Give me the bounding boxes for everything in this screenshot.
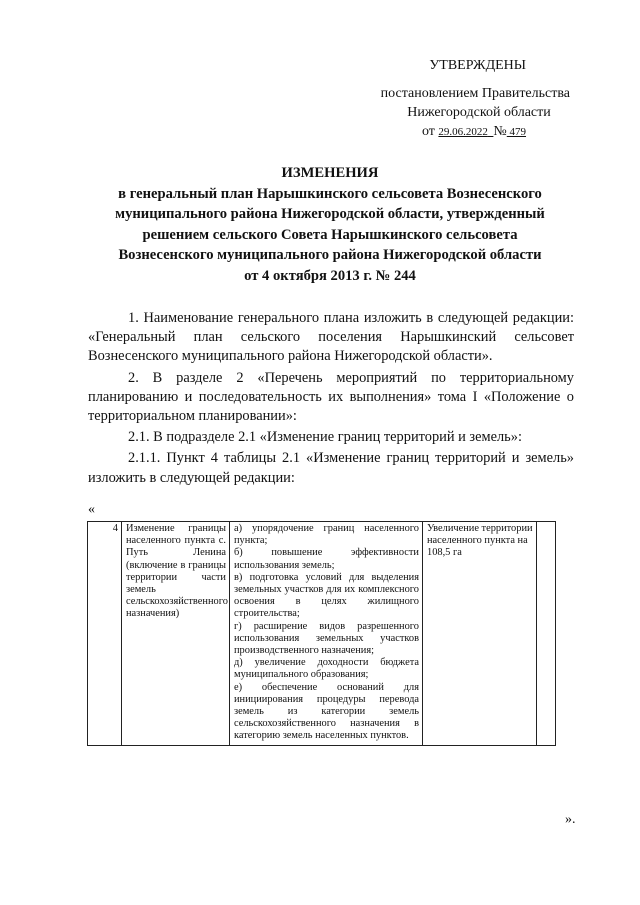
title-line: в генеральный план Нарышкинского сельсовета Вознесенского bbox=[118, 185, 542, 202]
closing-quote: ». bbox=[565, 812, 576, 827]
title-line: муниципального района Нижегородской области, утвержденный bbox=[115, 206, 545, 222]
paragraph: 2.1.1. Пункт 4 таблицы 2.1 «Изменение границ территорий и земель» изложить в следующей редакции: bbox=[88, 450, 574, 486]
cell-number: 4 bbox=[88, 522, 122, 746]
cell-result: Увеличение территории населенного пункта на 108,5 га bbox=[423, 522, 537, 746]
paragraph: 2.1. В подразделе 2.1 «Изменение границ территорий и земель»: bbox=[128, 429, 522, 446]
cell-change: Изменение границы населенного пункта с. Путь Ленина (включение в границы территории части земель сельскохозяйственного назначения) bbox=[122, 522, 230, 746]
approval-line-2: Нижегородской области bbox=[407, 105, 551, 120]
table-row bbox=[88, 522, 556, 746]
goal-item: д) увеличение доходности бюджета муниципального образования; bbox=[234, 657, 419, 681]
paragraph: 1. Наименование генерального плана изложить в следующей редакции: «Генеральный план сельского поселения Нарышкинский сельсовет Вознесенского муниципального района Нижегородской области». bbox=[88, 310, 574, 365]
number-sign: № bbox=[493, 124, 507, 139]
cell-empty bbox=[537, 522, 556, 746]
from-label: от bbox=[421, 124, 435, 139]
approval-number: 479 bbox=[509, 126, 527, 138]
goal-item: б) повышение эффективности использования земель; bbox=[234, 547, 419, 571]
title-heading: ИЗМЕНЕНИЯ bbox=[281, 165, 379, 181]
cell-goals bbox=[230, 522, 423, 746]
goal-item: в) подготовка условий для выделения земельных участков для их комплексного освоения в целях жилищного строительства; bbox=[234, 571, 419, 620]
title-line: решением сельского Совета Нарышкинского сельсовета bbox=[142, 226, 518, 243]
opening-quote: « bbox=[88, 502, 95, 517]
document-body bbox=[88, 309, 574, 488]
approved-label: УТВЕРЖДЕНЫ bbox=[429, 58, 526, 73]
title-line: Вознесенского муниципального района Нижегородской области bbox=[118, 247, 542, 263]
approval-date-number bbox=[360, 122, 570, 142]
title-line: от 4 октября 2013 г. № 244 bbox=[244, 267, 416, 284]
goal-item: а) упорядочение границ населенного пункта; bbox=[234, 523, 419, 547]
approval-line-1: постановлением Правительства bbox=[380, 86, 570, 101]
approval-date: 29.06.2022 bbox=[438, 126, 488, 138]
amendment-table bbox=[87, 521, 556, 746]
document-title bbox=[80, 163, 580, 286]
goal-item: г) расширение видов разрешенного использования земельных участков производственного назначения; bbox=[234, 620, 419, 657]
approval-stamp bbox=[360, 56, 570, 142]
goal-item: е) обеспечение оснований для инициирования процедуры перевода земель из категории земель сельскохозяйственного назначения в категорию земель населенных пунктов. bbox=[234, 681, 419, 742]
paragraph: 2. В разделе 2 «Перечень мероприятий по территориальному планированию и последовательность их выполнения» тома I «Положение о территориальном планировании»: bbox=[88, 369, 574, 425]
